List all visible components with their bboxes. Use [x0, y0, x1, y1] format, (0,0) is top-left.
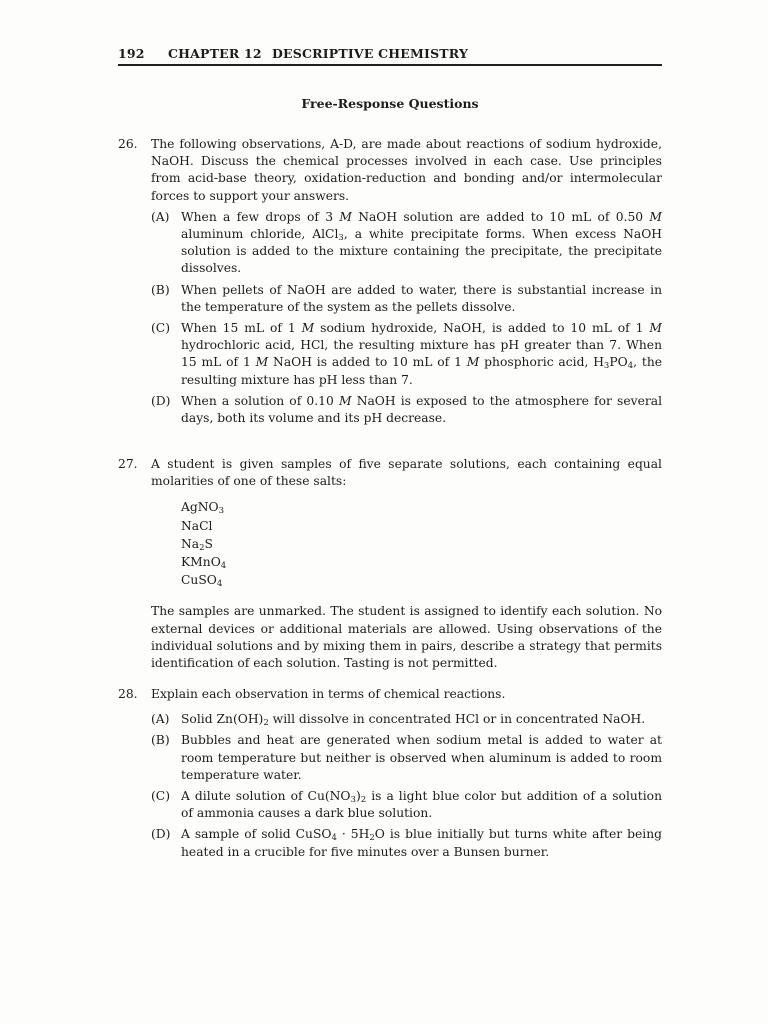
part-text: When a few drops of 3 M NaOH solution are added to 10 mL of 0.50 M aluminum chloride, AlCl$_3$, a white precipitate forms. When excess NaOH solution is added to the mixture containing the precipitate, the precipitate dissolves. [181, 209, 662, 276]
question-stem: A student is given samples of five separate solutions, each containing equal molarities of one of these salts: [151, 457, 662, 489]
part-label: (A) [151, 209, 170, 224]
section-title: Free-Response Questions [301, 96, 479, 111]
chapter-label: CHAPTER 12 [168, 46, 262, 61]
salt-list [181, 498, 662, 589]
part-d [151, 393, 662, 427]
part-text: Solid $Zn(OH)_2$ will dissolve in concentrated HCl or in concentrated NaOH. [181, 712, 646, 729]
question-26 [118, 136, 662, 427]
part-label: (D) [151, 827, 171, 842]
salt-item: KMnO$_4$ [181, 555, 227, 572]
part-text: When 15 mL of 1 M sodium hydroxide, NaOH, is added to 10 mL of 1 M hydrochloric acid, HCl, the resulting mixture has pH greater than 7. When 15 mL of 1 M NaOH is added to 10 mL of 1 M phosphoric acid, $H_3PO_4$, the resulting mixture has pH less than 7. [181, 321, 663, 387]
question-number: 26. [118, 137, 138, 151]
salt-item: NaCl [181, 518, 213, 533]
part-text: Bubbles and heat are generated when sodium metal is added to water at room temperature but neither is observed when aluminum is added to room temperature water. [181, 733, 662, 782]
part-d [151, 826, 662, 860]
part-label: (D) [151, 393, 171, 408]
part-a [151, 711, 662, 728]
part-b [151, 282, 662, 316]
part-label: (A) [151, 712, 170, 727]
part-text: A dilute solution of $Cu(NO_3)_2$ is a light blue color but addition of a solution of ammonia causes a dark blue solution. [181, 789, 662, 821]
part-text: When pellets of NaOH are added to water, there is substantial increase in the temperature of the system as the pellets dissolve. [181, 282, 662, 314]
part-label: (C) [151, 321, 171, 336]
salt-item: AgNO$_3$ [181, 500, 225, 517]
part-label: (B) [151, 733, 170, 748]
part-text: When a solution of 0.10 M NaOH is exposed to the atmosphere for several days, both its volume and its pH decrease. [181, 393, 662, 426]
question-instructions: The samples are unmarked. The student is assigned to identify each solution. No external devices or additional materials are allowed. Using observations of the individual solutions and by mixing them in pairs, describe a strategy that permits identification of each solution. Tasting is not permitted. [151, 604, 662, 671]
question-number: 28. [118, 687, 138, 701]
salt-item: CuSO$_4$ [181, 573, 223, 590]
question-27 [118, 456, 662, 672]
part-label: (C) [151, 789, 171, 804]
page-number: 192 [118, 46, 145, 61]
question-number: 27. [118, 457, 138, 471]
question-stem: The following observations, A-D, are made about reactions of sodium hydroxide, NaOH. Discuss the chemical processes involved in each case. Use principles from acid-base theory, oxidation-reduction and bonding and/or intermolecular forces to support your answers. [151, 137, 662, 203]
chapter-title: DESCRIPTIVE CHEMISTRY [272, 46, 469, 61]
header-rule [118, 64, 662, 66]
part-c [151, 788, 662, 822]
question-stem: Explain each observation in terms of chemical reactions. [151, 687, 506, 701]
part-a [151, 209, 662, 278]
part-c [151, 320, 662, 389]
question-28 [118, 686, 662, 861]
part-b [151, 732, 662, 784]
running-header [118, 46, 662, 61]
part-label: (B) [151, 282, 170, 297]
salt-item: $Na_2S$ [181, 536, 213, 553]
part-text: A sample of solid CuSO$_4$ · $5H_2O$ is blue initially but turns white after being heated in a crucible for five minutes over a Bunsen burner. [181, 827, 663, 859]
